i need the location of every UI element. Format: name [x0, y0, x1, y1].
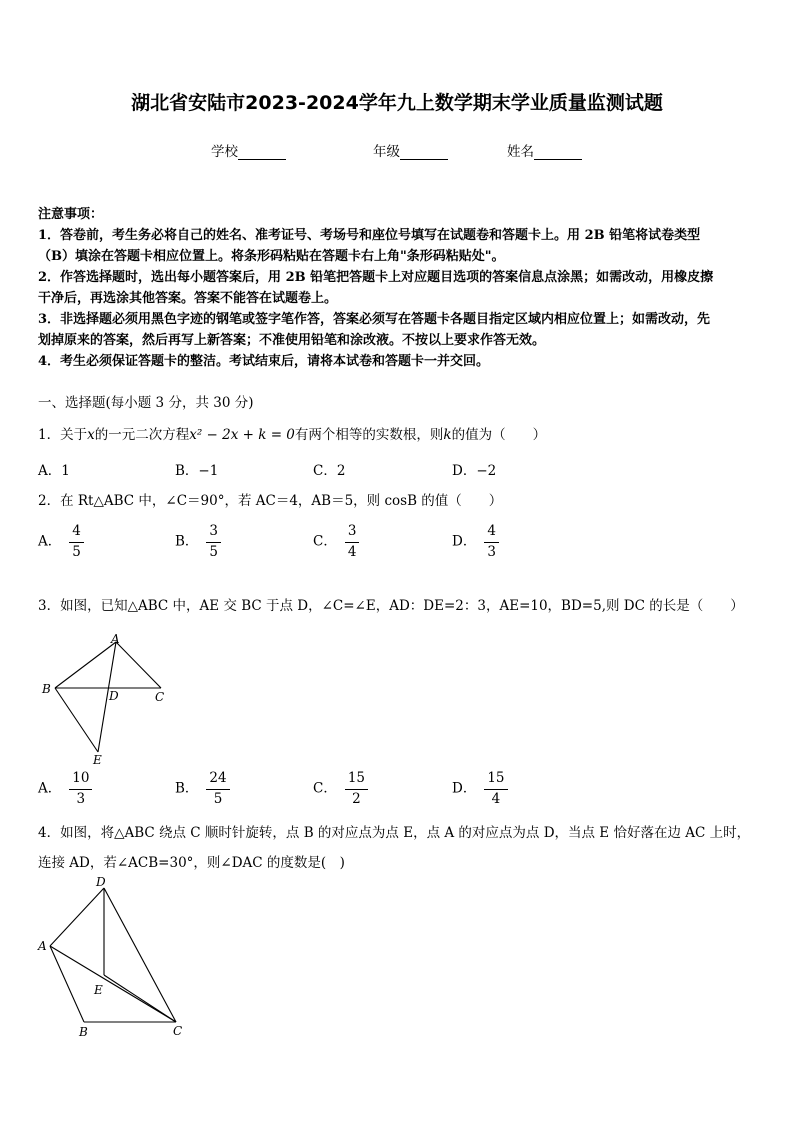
- q2-option-b: [175, 525, 221, 559]
- notice-line: 3．非选择题必须用黑色字迹的钢笔或签字笔作答，答案必须写在答题卡各题目指定区域内相应位置上；如需改动，先: [38, 312, 711, 327]
- point-label-b: B: [42, 682, 51, 696]
- fraction: [69, 772, 92, 806]
- q1-text: 的值为（ ）: [451, 427, 547, 443]
- denominator: 5: [209, 543, 219, 560]
- point-label-c: C: [155, 690, 165, 704]
- denominator: 3: [487, 543, 496, 560]
- segment-dc: [104, 888, 176, 1022]
- grade-blank: [400, 145, 448, 160]
- point-label-a: A: [38, 939, 47, 953]
- q1-equation: x² − 2x + k = 0: [189, 427, 295, 443]
- q3-option-a: [38, 772, 92, 806]
- question-4-line-2: 连接 AD，若∠ACB=30°，则∠DAC 的度数是( ): [38, 855, 345, 871]
- grade-label: 年级: [373, 144, 400, 160]
- q3-option-c: [313, 772, 368, 806]
- denominator: 5: [213, 790, 223, 807]
- question-4-line-1: 4．如图，将△ABC 绕点 C 顺时针旋转，点 B 的对应点为点 E，点 A 的对应点为点 D，当点 E 恰好落在边 AC 上时，: [38, 825, 751, 841]
- numerator: 10: [69, 772, 92, 790]
- option-label: D．: [452, 533, 477, 550]
- fraction: [345, 772, 368, 806]
- notice-line: 2．作答选择题时，选出每小题答案后，用 2B 铅笔把答题卡上对应题目选项的答案信息点涂黑；如需改动，用橡皮擦: [38, 270, 714, 285]
- point-label-a: A: [111, 632, 120, 646]
- option-label: C．: [313, 780, 337, 797]
- fraction: [69, 525, 84, 559]
- option-label: A．: [38, 533, 62, 550]
- option-label: C．: [313, 533, 337, 550]
- segment-ab: [50, 946, 84, 1022]
- point-label-d: D: [109, 689, 119, 703]
- point-label-b: B: [79, 1025, 88, 1039]
- q1-option-b: B．−1: [175, 463, 219, 479]
- denominator: 4: [347, 543, 357, 560]
- option-label: A．: [38, 780, 62, 797]
- q1-text: 的一元二次方程: [94, 427, 190, 443]
- notice-heading: 注意事项：: [38, 207, 104, 222]
- q1-text: 有两个相等的实数根，则: [294, 427, 444, 443]
- option-label: B．: [175, 780, 199, 797]
- notice-line: 4．考生必须保证答题卡的整洁。考试结束后，请将本试卷和答题卡一并交回。: [38, 354, 490, 369]
- question-2: 2．在 Rt△ABC 中，∠C＝90°，若 AC＝4，AB＝5，则 cosB 的值（ ）: [38, 493, 503, 509]
- denominator: 3: [76, 790, 86, 807]
- school-label: 学校: [211, 144, 238, 160]
- numerator: 15: [484, 772, 507, 790]
- q1-text: 1．关于: [38, 427, 88, 443]
- fraction: [484, 525, 499, 559]
- segment-ac: [116, 642, 161, 688]
- grade-field: [373, 140, 448, 160]
- q1-var-k: k: [443, 427, 452, 443]
- fraction: [206, 525, 221, 559]
- school-blank: [238, 145, 286, 160]
- name-label: 姓名: [507, 144, 534, 160]
- q1-var-x: x: [87, 427, 95, 443]
- q2-option-c: [313, 525, 359, 559]
- name-blank: [534, 145, 582, 160]
- q3-figure: [38, 630, 178, 770]
- q4-figure: [34, 872, 194, 1042]
- numerator: 15: [345, 772, 368, 790]
- notice-line: 1．答卷前，考生务必将自己的姓名、准考证号、考场号和座位号填写在试题卷和答题卡上。用 2B 铅笔将试卷类型: [38, 228, 701, 243]
- q3-option-d: [452, 772, 508, 806]
- school-field: [211, 140, 286, 160]
- point-label-e: E: [94, 983, 103, 997]
- q1-option-c: C．2: [313, 463, 346, 479]
- name-field: [507, 140, 582, 160]
- option-label: B．: [175, 533, 199, 550]
- q1-option-a: A．1: [38, 463, 70, 479]
- q3-option-b: [175, 772, 230, 806]
- segment-ad: [50, 888, 104, 946]
- denominator: 4: [491, 790, 501, 807]
- notice-line: 干净后，再选涂其他答案。答案不能答在试题卷上。: [38, 291, 338, 306]
- segment-be: [55, 688, 98, 752]
- question-1: [38, 423, 546, 443]
- question-3: 3．如图，已知△ABC 中，AE 交 BC 于点 D，∠C=∠E，AD：DE=2：3，AE=10，BD=5,则 DC 的长是（ ）: [38, 598, 744, 614]
- numerator: 24: [206, 772, 229, 790]
- q2-option-a: [38, 525, 84, 559]
- denominator: 5: [72, 543, 81, 560]
- numerator: 4: [484, 525, 499, 543]
- point-label-e: E: [93, 753, 102, 767]
- point-label-d: D: [96, 875, 106, 889]
- fraction: [484, 772, 507, 806]
- denominator: 2: [352, 790, 361, 807]
- fraction: [345, 525, 360, 559]
- q1-option-d: D．−2: [452, 463, 497, 479]
- notice-line: 划掉原来的答案，然后再写上新答案；不准使用铅笔和涂改液。不按以上要求作答无效。: [38, 333, 546, 348]
- numerator: 3: [206, 525, 221, 543]
- numerator: 3: [345, 525, 360, 543]
- segment-ab: [55, 642, 116, 688]
- point-label-c: C: [173, 1024, 183, 1038]
- fraction: [206, 772, 229, 806]
- option-label: D．: [452, 780, 477, 797]
- notice-line: （B）填涂在答题卡相应位置上。将条形码粘贴在答题卡右上角"条形码粘贴处"。: [38, 249, 505, 264]
- q2-option-d: [452, 525, 499, 559]
- segment-ac: [50, 946, 176, 1022]
- section-heading: 一、选择题(每小题 3 分，共 30 分): [38, 395, 254, 411]
- numerator: 4: [69, 525, 84, 543]
- page-title: 湖北省安陆市2023-2024学年九上数学期末学业质量监测试题: [131, 92, 663, 114]
- segment-ec: [104, 975, 176, 1022]
